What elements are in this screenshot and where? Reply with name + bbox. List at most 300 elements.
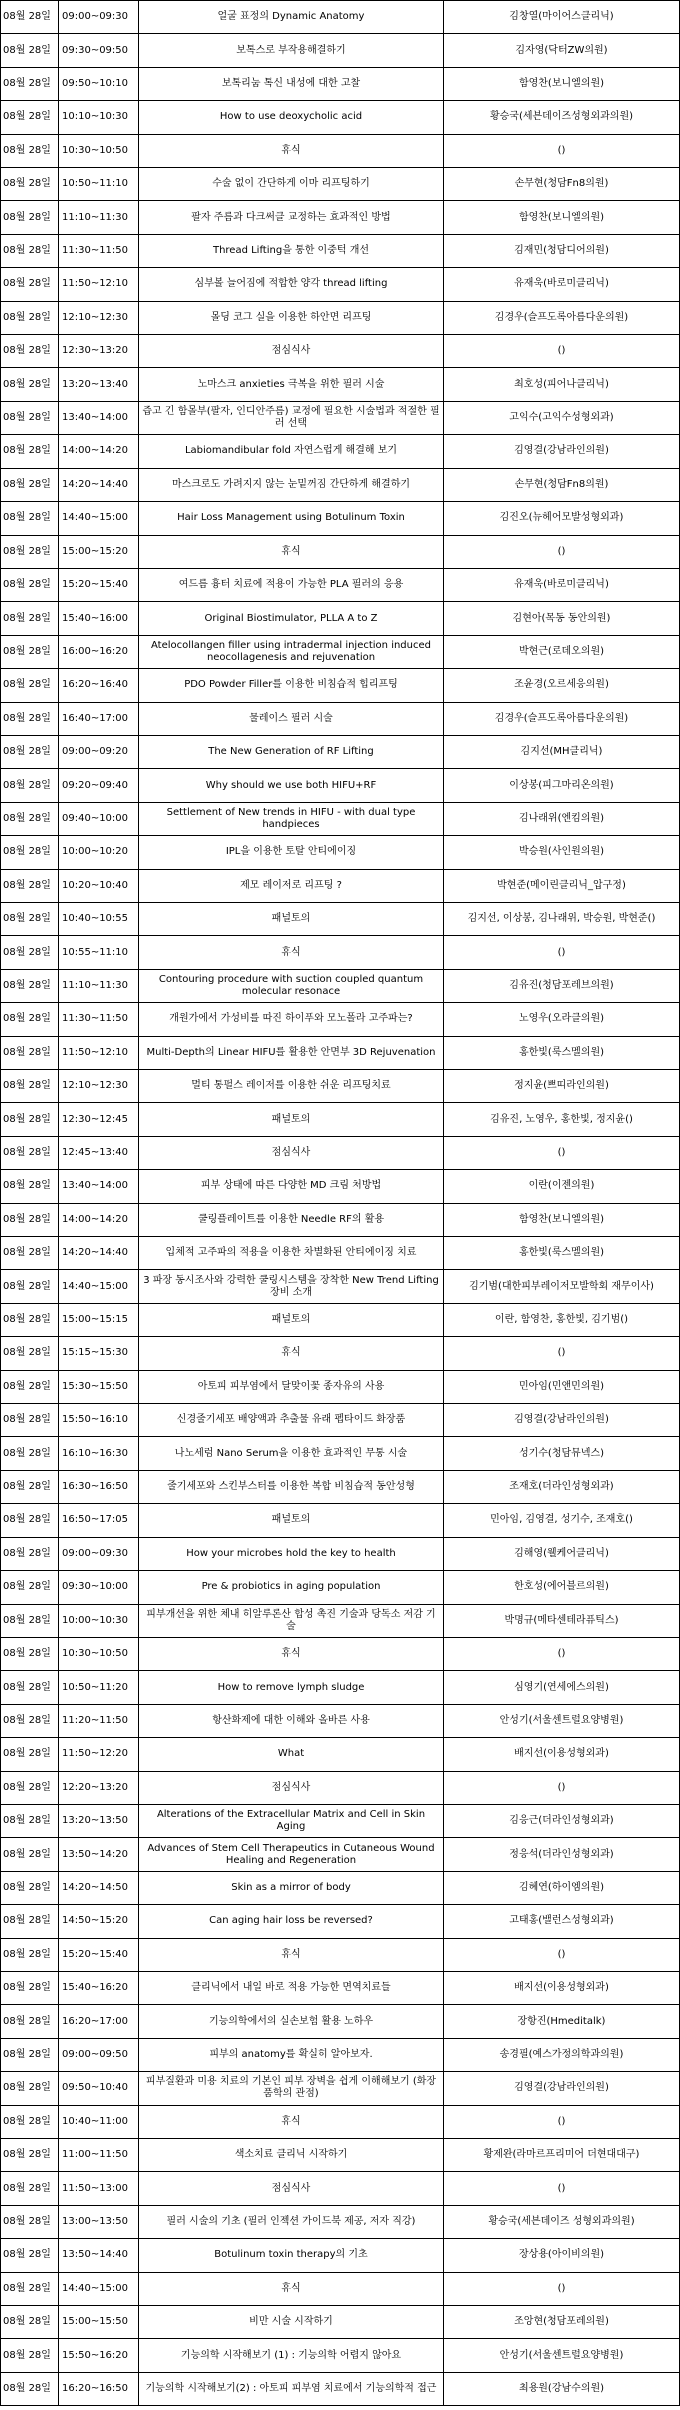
session-date: 08월 28일 [1, 869, 59, 902]
session-date: 08월 28일 [1, 2105, 59, 2138]
session-date: 08월 28일 [1, 1704, 59, 1737]
session-time: 11:00~11:50 [59, 2139, 139, 2172]
session-speaker: 배지선(이용성형외과) [444, 1971, 680, 2004]
session-title: 비만 시술 시작하기 [139, 2306, 444, 2339]
session-time: 15:50~16:10 [59, 1404, 139, 1437]
session-time: 10:00~10:20 [59, 836, 139, 869]
session-date: 08월 28일 [1, 2272, 59, 2305]
session-speaker: 박현근(로데오의원) [444, 635, 680, 668]
session-speaker: 정지윤(쁘띠라인의원) [444, 1070, 680, 1103]
session-time: 09:50~10:10 [59, 67, 139, 100]
session-title: 패널토의 [139, 1103, 444, 1136]
session-time: 11:50~12:10 [59, 1036, 139, 1069]
session-time: 13:20~13:50 [59, 1804, 139, 1837]
session-speaker: 최호성(피어나클리닉) [444, 368, 680, 401]
session-speaker: 이상봉(피그마리온의원) [444, 769, 680, 802]
table-row [1, 301, 680, 334]
session-title: 패널토의 [139, 902, 444, 935]
session-time: 15:50~16:20 [59, 2339, 139, 2372]
session-title: 휴식 [139, 1938, 444, 1971]
session-title: 휴식 [139, 2105, 444, 2138]
session-title: 휴식 [139, 535, 444, 568]
session-speaker: 이란, 함영찬, 홍한빛, 김기범() [444, 1303, 680, 1336]
schedule-body [1, 1, 680, 2406]
table-row [1, 1070, 680, 1103]
session-title: The New Generation of RF Lifting [139, 735, 444, 768]
table-row [1, 1637, 680, 1670]
table-row [1, 702, 680, 735]
session-speaker: () [444, 1637, 680, 1670]
table-row [1, 1203, 680, 1236]
session-speaker: 장항진(Hmeditalk) [444, 2005, 680, 2038]
session-title: 피부 상태에 따른 다양한 MD 크림 처방법 [139, 1170, 444, 1203]
session-time: 15:00~15:15 [59, 1303, 139, 1336]
session-time: 14:20~14:50 [59, 1871, 139, 1904]
session-title: Contouring procedure with suction coupled quantum molecular resonace [139, 969, 444, 1002]
session-title: 필러 시술의 기초 (필러 인젝션 가이드북 제공, 저자 직강) [139, 2205, 444, 2238]
session-time: 12:45~13:40 [59, 1136, 139, 1169]
session-speaker: 한호성(에어블르의원) [444, 1571, 680, 1604]
session-time: 16:50~17:05 [59, 1504, 139, 1537]
session-speaker: 성기수(청담뮤넥스) [444, 1437, 680, 1470]
session-title: 몰딩 코그 실을 이용한 하안면 리프팅 [139, 301, 444, 334]
session-time: 10:55~11:10 [59, 936, 139, 969]
session-date: 08월 28일 [1, 1738, 59, 1771]
session-date: 08월 28일 [1, 1337, 59, 1370]
session-date: 08월 28일 [1, 669, 59, 702]
session-time: 14:00~14:20 [59, 435, 139, 468]
session-time: 09:40~10:00 [59, 802, 139, 835]
table-row [1, 1404, 680, 1437]
session-date: 08월 28일 [1, 1938, 59, 1971]
session-date: 08월 28일 [1, 2072, 59, 2105]
session-time: 09:00~09:30 [59, 1, 139, 34]
table-row [1, 1771, 680, 1804]
session-speaker: 박명규(메타센테라퓨틱스) [444, 1604, 680, 1637]
session-time: 14:20~14:40 [59, 468, 139, 501]
session-time: 13:40~14:00 [59, 401, 139, 434]
table-row [1, 1938, 680, 1971]
session-date: 08월 28일 [1, 802, 59, 835]
session-speaker: () [444, 535, 680, 568]
session-speaker: 조재호(더라인성형외과) [444, 1470, 680, 1503]
session-time: 16:30~16:50 [59, 1470, 139, 1503]
session-time: 15:40~16:00 [59, 602, 139, 635]
session-time: 09:30~09:50 [59, 34, 139, 67]
session-title: IPL을 이용한 토탈 안티에이징 [139, 836, 444, 869]
session-date: 08월 28일 [1, 1404, 59, 1437]
session-title: 점심식사 [139, 335, 444, 368]
session-title: 아토피 피부염에서 달맞이꽃 종자유의 사용 [139, 1370, 444, 1403]
session-date: 08월 28일 [1, 301, 59, 334]
session-speaker: 김유진, 노영우, 홍한빛, 정지윤() [444, 1103, 680, 1136]
session-speaker: () [444, 2272, 680, 2305]
session-date: 08월 28일 [1, 1971, 59, 2004]
table-row [1, 1571, 680, 1604]
session-title: 피부개선을 위한 체내 히알루론산 합성 촉진 기술과 당독소 저감 기술 [139, 1604, 444, 1637]
table-row [1, 34, 680, 67]
table-row [1, 1804, 680, 1837]
session-date: 08월 28일 [1, 2372, 59, 2405]
session-date: 08월 28일 [1, 67, 59, 100]
table-row [1, 568, 680, 601]
session-date: 08월 28일 [1, 268, 59, 301]
session-time: 11:50~13:00 [59, 2172, 139, 2205]
session-title: Settlement of New trends in HIFU - with dual type handpieces [139, 802, 444, 835]
session-time: 13:40~14:00 [59, 1170, 139, 1203]
session-title: 기능의학에서의 실손보험 활용 노하우 [139, 2005, 444, 2038]
session-time: 16:00~16:20 [59, 635, 139, 668]
session-date: 08월 28일 [1, 735, 59, 768]
session-time: 13:00~13:50 [59, 2205, 139, 2238]
session-time: 09:50~10:40 [59, 2072, 139, 2105]
session-speaker: 함영찬(보니엘의원) [444, 67, 680, 100]
table-row [1, 2339, 680, 2372]
session-time: 11:50~12:20 [59, 1738, 139, 1771]
table-row [1, 201, 680, 234]
session-title: Hair Loss Management using Botulinum Toxin [139, 502, 444, 535]
session-title: 색소치료 클리닉 시작하기 [139, 2139, 444, 2172]
table-row [1, 735, 680, 768]
table-row [1, 1337, 680, 1370]
session-title: How your microbes hold the key to health [139, 1537, 444, 1570]
session-title: Can aging hair loss be reversed? [139, 1905, 444, 1938]
table-row [1, 1838, 680, 1871]
session-date: 08월 28일 [1, 936, 59, 969]
session-title: PDO Powder Filler를 이용한 비침습적 힙리프팅 [139, 669, 444, 702]
table-row [1, 902, 680, 935]
session-time: 10:40~11:00 [59, 2105, 139, 2138]
session-time: 10:50~11:20 [59, 1671, 139, 1704]
table-row [1, 1, 680, 34]
session-date: 08월 28일 [1, 1537, 59, 1570]
session-date: 08월 28일 [1, 234, 59, 267]
session-time: 14:50~15:20 [59, 1905, 139, 1938]
session-time: 10:00~10:30 [59, 1604, 139, 1637]
table-row [1, 1136, 680, 1169]
table-row [1, 602, 680, 635]
session-time: 14:40~15:00 [59, 1270, 139, 1303]
session-date: 08월 28일 [1, 168, 59, 201]
session-title: 피부질환과 미용 치료의 기본인 피부 장벽을 쉽게 이해해보기 (화장품학의 관점) [139, 2072, 444, 2105]
session-title: 쿨링플레이트를 이용한 Needle RF의 활용 [139, 1203, 444, 1236]
session-speaker: 함영찬(보니엘의원) [444, 1203, 680, 1236]
session-date: 08월 28일 [1, 1571, 59, 1604]
session-date: 08월 28일 [1, 1203, 59, 1236]
session-speaker: 심영기(연세에스의원) [444, 1671, 680, 1704]
session-speaker: 손무현(청담Fn8의원) [444, 168, 680, 201]
session-speaker: 김지선(MH클리닉) [444, 735, 680, 768]
session-title: 점심식사 [139, 1136, 444, 1169]
session-date: 08월 28일 [1, 201, 59, 234]
session-date: 08월 28일 [1, 2038, 59, 2071]
table-row [1, 1604, 680, 1637]
table-row [1, 869, 680, 902]
session-date: 08월 28일 [1, 401, 59, 434]
session-title: 패널토의 [139, 1303, 444, 1336]
session-title: 기능의학 시작해보기 (1) : 기능의학 어렵지 않아요 [139, 2339, 444, 2372]
session-speaker: 민아임(민앤민의원) [444, 1370, 680, 1403]
session-date: 08월 28일 [1, 2239, 59, 2272]
session-date: 08월 28일 [1, 468, 59, 501]
session-speaker: 홍한빛(룩스멜의원) [444, 1237, 680, 1270]
session-time: 11:10~11:30 [59, 969, 139, 1002]
session-time: 11:30~11:50 [59, 1003, 139, 1036]
session-time: 12:10~12:30 [59, 1070, 139, 1103]
session-date: 08월 28일 [1, 702, 59, 735]
session-title: 여드름 흉터 치료에 적용이 가능한 PLA 필러의 응용 [139, 568, 444, 601]
table-row [1, 1871, 680, 1904]
session-title: 패널토의 [139, 1504, 444, 1537]
session-time: 10:40~10:55 [59, 902, 139, 935]
session-speaker: 장상용(아이비의원) [444, 2239, 680, 2272]
session-speaker: 유재욱(바로미클리닉) [444, 268, 680, 301]
session-title: 노마스크 anxieties 극복을 위한 필러 시술 [139, 368, 444, 401]
session-date: 08월 28일 [1, 2205, 59, 2238]
session-date: 08월 28일 [1, 1303, 59, 1336]
session-date: 08월 28일 [1, 335, 59, 368]
session-title: How to remove lymph sludge [139, 1671, 444, 1704]
session-date: 08월 28일 [1, 902, 59, 935]
table-row [1, 635, 680, 668]
session-title: 즙고 긴 함몰부(팔자, 인디안주름) 교정에 필요한 시술법과 적절한 필러 선택 [139, 401, 444, 434]
session-time: 09:00~09:30 [59, 1537, 139, 1570]
session-speaker: 김지선, 이상봉, 김나래위, 박승원, 박현준() [444, 902, 680, 935]
table-row [1, 1504, 680, 1537]
session-title: 물레이스 필러 시술 [139, 702, 444, 735]
session-time: 10:50~11:10 [59, 168, 139, 201]
session-date: 08월 28일 [1, 535, 59, 568]
session-date: 08월 28일 [1, 1804, 59, 1837]
session-title: 3 파장 동시조사와 강력한 쿨링시스템을 장착한 New Trend Lifting 장비 소개 [139, 1270, 444, 1303]
table-row [1, 669, 680, 702]
session-speaker: () [444, 335, 680, 368]
session-speaker: 김재민(청담디어의원) [444, 234, 680, 267]
session-time: 16:20~17:00 [59, 2005, 139, 2038]
session-date: 08월 28일 [1, 1838, 59, 1871]
session-time: 10:30~10:50 [59, 1637, 139, 1670]
session-time: 11:50~12:10 [59, 268, 139, 301]
session-speaker: 고태홍(밸런스성형외과) [444, 1905, 680, 1938]
session-speaker: 고익수(고익수성형외과) [444, 401, 680, 434]
table-row [1, 1671, 680, 1704]
session-time: 10:20~10:40 [59, 869, 139, 902]
session-title: 보톡스로 부작용해결하기 [139, 34, 444, 67]
session-speaker: 손무현(청담Fn8의원) [444, 468, 680, 501]
session-title: Alterations of the Extracellular Matrix and Cell in Skin Aging [139, 1804, 444, 1837]
session-title: 얼굴 표정의 Dynamic Anatomy [139, 1, 444, 34]
session-speaker: 안성기(서울센트럴요양병원) [444, 2339, 680, 2372]
session-date: 08월 28일 [1, 2139, 59, 2172]
session-date: 08월 28일 [1, 34, 59, 67]
session-date: 08월 28일 [1, 1504, 59, 1537]
session-speaker: 황제완(라마르프리미어 더현대대구) [444, 2139, 680, 2172]
session-speaker: () [444, 2105, 680, 2138]
session-time: 11:30~11:50 [59, 234, 139, 267]
table-row [1, 2205, 680, 2238]
table-row [1, 2239, 680, 2272]
session-time: 09:00~09:50 [59, 2038, 139, 2071]
session-title: 마스크로도 가려지지 않는 눈밑꺼짐 간단하게 해결하기 [139, 468, 444, 501]
session-speaker: 조윤경(오르세응의원) [444, 669, 680, 702]
table-row [1, 234, 680, 267]
session-speaker: 김영결(강남라인의원) [444, 2072, 680, 2105]
table-row [1, 2372, 680, 2405]
table-row [1, 401, 680, 434]
session-date: 08월 28일 [1, 1771, 59, 1804]
session-title: 클리닉에서 내일 바로 적용 가능한 면역치료들 [139, 1971, 444, 2004]
session-speaker: () [444, 2172, 680, 2205]
table-row [1, 335, 680, 368]
session-speaker: () [444, 936, 680, 969]
session-date: 08월 28일 [1, 602, 59, 635]
session-date: 08월 28일 [1, 1905, 59, 1938]
session-title: 심부볼 늘어짐에 적합한 양각 thread lifting [139, 268, 444, 301]
session-time: 11:20~11:50 [59, 1704, 139, 1737]
table-row [1, 2272, 680, 2305]
session-speaker: 이란(이젠의원) [444, 1170, 680, 1203]
session-speaker: 김응근(더라인성형외과) [444, 1804, 680, 1837]
table-row [1, 1270, 680, 1303]
session-title: Thread Lifting을 통한 이중턱 개선 [139, 234, 444, 267]
session-title: Pre & probiotics in aging population [139, 1571, 444, 1604]
table-row [1, 2005, 680, 2038]
table-row [1, 969, 680, 1002]
session-title: 줄기세포와 스킨부스터를 이용한 복합 비침습적 동안성형 [139, 1470, 444, 1503]
table-row [1, 134, 680, 167]
session-title: 점심식사 [139, 2172, 444, 2205]
session-title: Original Biostimulator, PLLA A to Z [139, 602, 444, 635]
table-row [1, 1437, 680, 1470]
table-row [1, 1103, 680, 1136]
session-title: 휴식 [139, 2272, 444, 2305]
session-title: 휴식 [139, 1337, 444, 1370]
session-date: 08월 28일 [1, 2172, 59, 2205]
session-title: 제모 레이저로 리프팅 ? [139, 869, 444, 902]
session-date: 08월 28일 [1, 836, 59, 869]
session-speaker: 함영찬(보니엘의원) [444, 201, 680, 234]
session-title: 입체적 고주파의 적용을 이용한 차별화된 안티에이징 치료 [139, 1237, 444, 1270]
session-title: 수술 없이 간단하게 이마 리프팅하기 [139, 168, 444, 201]
table-row [1, 1003, 680, 1036]
session-title: Skin as a mirror of body [139, 1871, 444, 1904]
session-date: 08월 28일 [1, 1070, 59, 1103]
table-row [1, 1036, 680, 1069]
session-title: 기능의학 시작해보기(2) : 아토피 피부염 치료에서 기능의학적 접근 [139, 2372, 444, 2405]
session-speaker: 김경우(슬프도록아름다운의원) [444, 702, 680, 735]
session-speaker: 김나래위(엔킴의원) [444, 802, 680, 835]
table-row [1, 1537, 680, 1570]
session-time: 15:30~15:50 [59, 1370, 139, 1403]
session-date: 08월 28일 [1, 1237, 59, 1270]
session-speaker: () [444, 1938, 680, 1971]
session-speaker: 김창열(마이어스클리닉) [444, 1, 680, 34]
session-time: 16:10~16:30 [59, 1437, 139, 1470]
session-speaker: 김경우(슬프도록아름다운의원) [444, 301, 680, 334]
session-speaker: 김기범(대한피부레이저모발학회 재무이사) [444, 1270, 680, 1303]
session-title: Why should we use both HIFU+RF [139, 769, 444, 802]
session-time: 14:20~14:40 [59, 1237, 139, 1270]
table-row [1, 101, 680, 134]
session-date: 08월 28일 [1, 435, 59, 468]
session-date: 08월 28일 [1, 1170, 59, 1203]
session-date: 08월 28일 [1, 1637, 59, 1670]
session-title: 피부의 anatomy를 확실히 알아보자. [139, 2038, 444, 2071]
session-time: 14:00~14:20 [59, 1203, 139, 1236]
session-date: 08월 28일 [1, 1470, 59, 1503]
table-row [1, 2306, 680, 2339]
table-row [1, 1704, 680, 1737]
session-time: 15:15~15:30 [59, 1337, 139, 1370]
session-title: 개원가에서 가성비를 따진 하이푸와 모노폴라 고주파는? [139, 1003, 444, 1036]
session-speaker: () [444, 1136, 680, 1169]
session-date: 08월 28일 [1, 1, 59, 34]
table-row [1, 268, 680, 301]
session-title: 휴식 [139, 134, 444, 167]
session-title: 항산화제에 대한 이해와 올바른 사용 [139, 1704, 444, 1737]
session-speaker: 최용원(강남수의원) [444, 2372, 680, 2405]
session-date: 08월 28일 [1, 969, 59, 1002]
table-row [1, 2139, 680, 2172]
session-time: 12:30~13:20 [59, 335, 139, 368]
session-time: 09:00~09:20 [59, 735, 139, 768]
table-row [1, 2105, 680, 2138]
session-time: 10:10~10:30 [59, 101, 139, 134]
session-date: 08월 28일 [1, 1103, 59, 1136]
session-speaker: () [444, 134, 680, 167]
session-date: 08월 28일 [1, 1871, 59, 1904]
session-speaker: 안성기(서울센트럴요양병원) [444, 1704, 680, 1737]
session-time: 15:40~16:20 [59, 1971, 139, 2004]
session-speaker: 김해영(웰케어클리닉) [444, 1537, 680, 1570]
table-row [1, 2172, 680, 2205]
session-title: What [139, 1738, 444, 1771]
table-row [1, 1303, 680, 1336]
session-speaker: 민아임, 김영결, 성기수, 조재호() [444, 1504, 680, 1537]
table-row [1, 535, 680, 568]
session-date: 08월 28일 [1, 568, 59, 601]
session-speaker: 김현아(목동 동안의원) [444, 602, 680, 635]
table-row [1, 168, 680, 201]
session-speaker: 정응석(더라인성형외과) [444, 1838, 680, 1871]
session-title: 휴식 [139, 1637, 444, 1670]
session-speaker: 황승국(세븐데이즈 성형외과의원) [444, 2205, 680, 2238]
session-date: 08월 28일 [1, 1003, 59, 1036]
session-date: 08월 28일 [1, 1370, 59, 1403]
session-time: 09:20~09:40 [59, 769, 139, 802]
session-date: 08월 28일 [1, 1437, 59, 1470]
table-row [1, 1170, 680, 1203]
session-speaker: 배지선(이용성형외과) [444, 1738, 680, 1771]
session-speaker: 김혜연(하이엠의원) [444, 1871, 680, 1904]
session-title: Labiomandibular fold 자연스럽게 해결해 보기 [139, 435, 444, 468]
table-row [1, 435, 680, 468]
session-date: 08월 28일 [1, 2005, 59, 2038]
session-time: 10:30~10:50 [59, 134, 139, 167]
session-date: 08월 28일 [1, 134, 59, 167]
session-time: 13:50~14:40 [59, 2239, 139, 2272]
session-speaker: 홍한빛(룩스멜의원) [444, 1036, 680, 1069]
session-title: Advances of Stem Cell Therapeutics in Cutaneous Wound Healing and Regeneration [139, 1838, 444, 1871]
session-time: 16:20~16:50 [59, 2372, 139, 2405]
session-speaker: 김진오(뉴헤어모발성형외과) [444, 502, 680, 535]
session-time: 15:00~15:50 [59, 2306, 139, 2339]
session-date: 08월 28일 [1, 1036, 59, 1069]
table-row [1, 1470, 680, 1503]
session-speaker: 김유진(청담포레브의원) [444, 969, 680, 1002]
session-time: 12:10~12:30 [59, 301, 139, 334]
session-date: 08월 28일 [1, 2306, 59, 2339]
